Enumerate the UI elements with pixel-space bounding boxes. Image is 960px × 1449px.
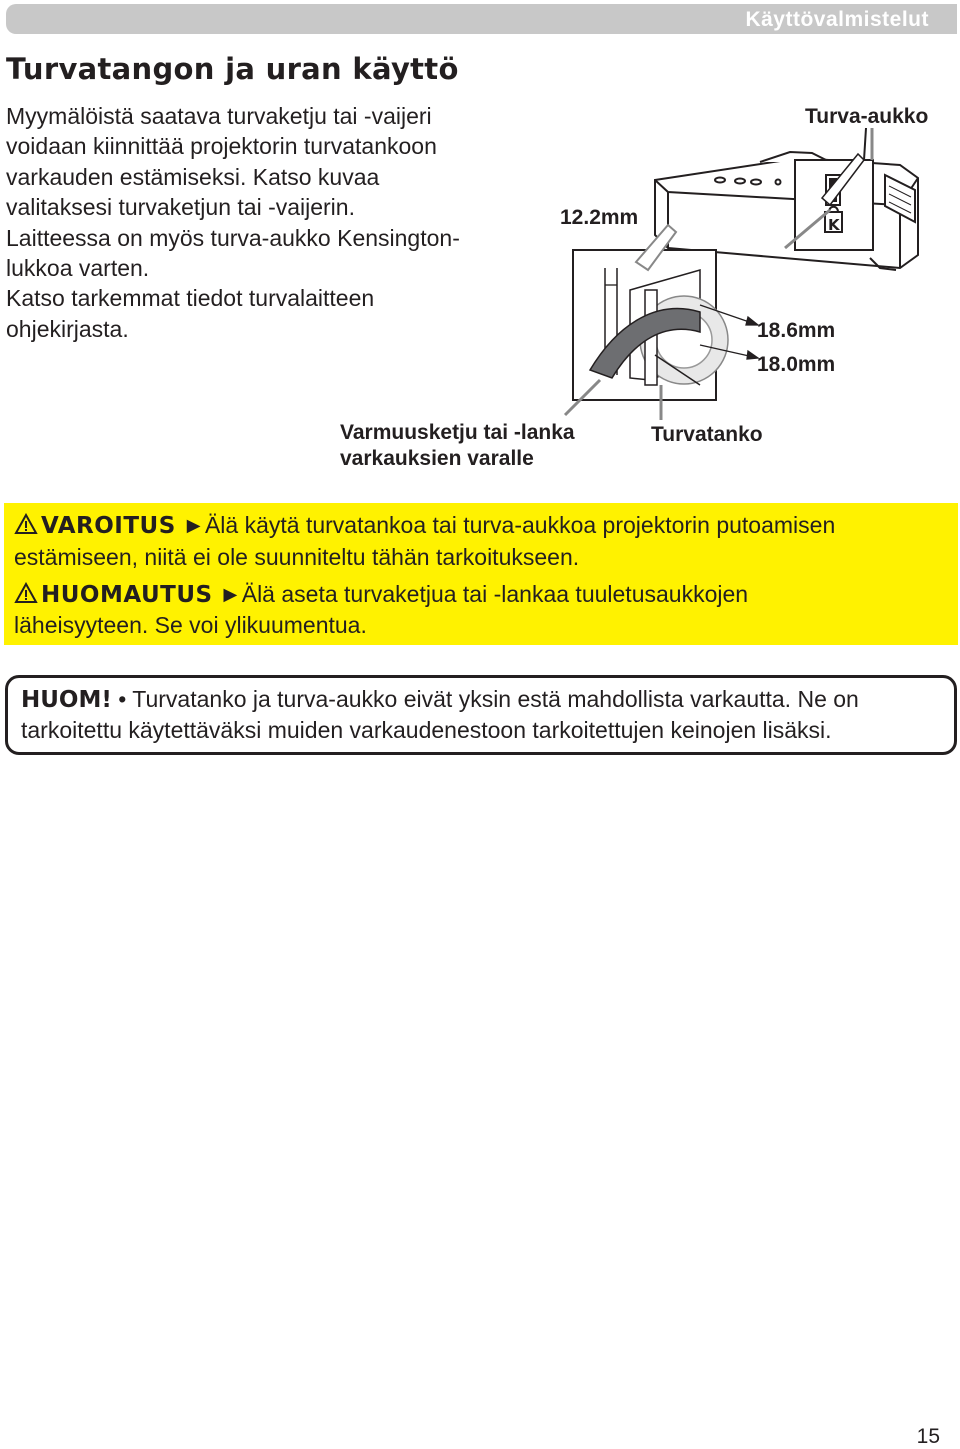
caution-label: HUOMAUTUS [41, 582, 213, 608]
warning-text-line2: estämiseen, niitä ei ole suunniteltu tähän tarkoitukseen. [14, 544, 580, 570]
slot-label: Turva-aukko [805, 105, 929, 128]
chain-label-line2: varkauksien varalle [340, 447, 534, 470]
intro-line: Katso tarkemmat tiedot turvalaitteen [6, 285, 375, 312]
intro-line: ohjekirjasta. [6, 315, 129, 342]
caution-line1 [14, 580, 748, 609]
intro-line: voidaan kiinnittää projektorin turvatankoon [6, 133, 437, 160]
note-label: HUOM! [21, 687, 112, 713]
bar-label: Turvatanko [651, 423, 763, 446]
warning-label: VAROITUS [41, 513, 176, 539]
svg-text:K: K [828, 216, 840, 234]
note-box [5, 675, 957, 755]
dimension-width-label: 12.2mm [560, 206, 639, 229]
intro-line: Myymälöistä saatava turvaketju tai -vaijeri [6, 103, 432, 129]
intro-line: lukkoa varten. [6, 255, 150, 282]
section-title: Käyttövalmistelut [745, 8, 929, 31]
page-number: 15 [916, 1425, 940, 1448]
security-bar-diagram [0, 0, 960, 480]
intro-line: varkauden estämiseksi. Katso kuvaa [6, 163, 380, 190]
warning-line1 [14, 511, 835, 540]
chain-label: Varmuusketju tai -lanka [340, 421, 575, 444]
note-line1 [21, 684, 859, 715]
dimension-depth2-label: 18.0mm [757, 353, 836, 376]
warning-text: ►Älä käytä turvatankoa tai turva-aukkoa projektorin putoamisen [182, 512, 836, 538]
caution-text-line2: läheisyyteen. Se voi ylikuumentua. [14, 612, 367, 638]
caution-triangle-icon [14, 582, 38, 604]
note-text-line2: tarkoitettu käytettäväksi muiden varkaudenestoon tarkoitettujen keinojen lisäksi. [21, 717, 832, 743]
intro-line: Laitteessa on myös turva-aukko Kensington- [6, 224, 460, 251]
warning-box [4, 503, 958, 645]
page-title: Turvatangon ja uran käyttö [6, 52, 459, 86]
intro-line: valitaksesi turvaketjun tai -vaijerin. [6, 194, 355, 221]
warning-triangle-icon [14, 513, 38, 535]
dimension-depth1-label: 18.6mm [757, 319, 836, 342]
note-text: • Turvatanko ja turva-aukko eivät yksin estä mahdollista varkautta. Ne on [118, 686, 859, 712]
caution-text: ►Älä aseta turvaketjua tai -lankaa tuuletusaukkojen [218, 581, 749, 607]
